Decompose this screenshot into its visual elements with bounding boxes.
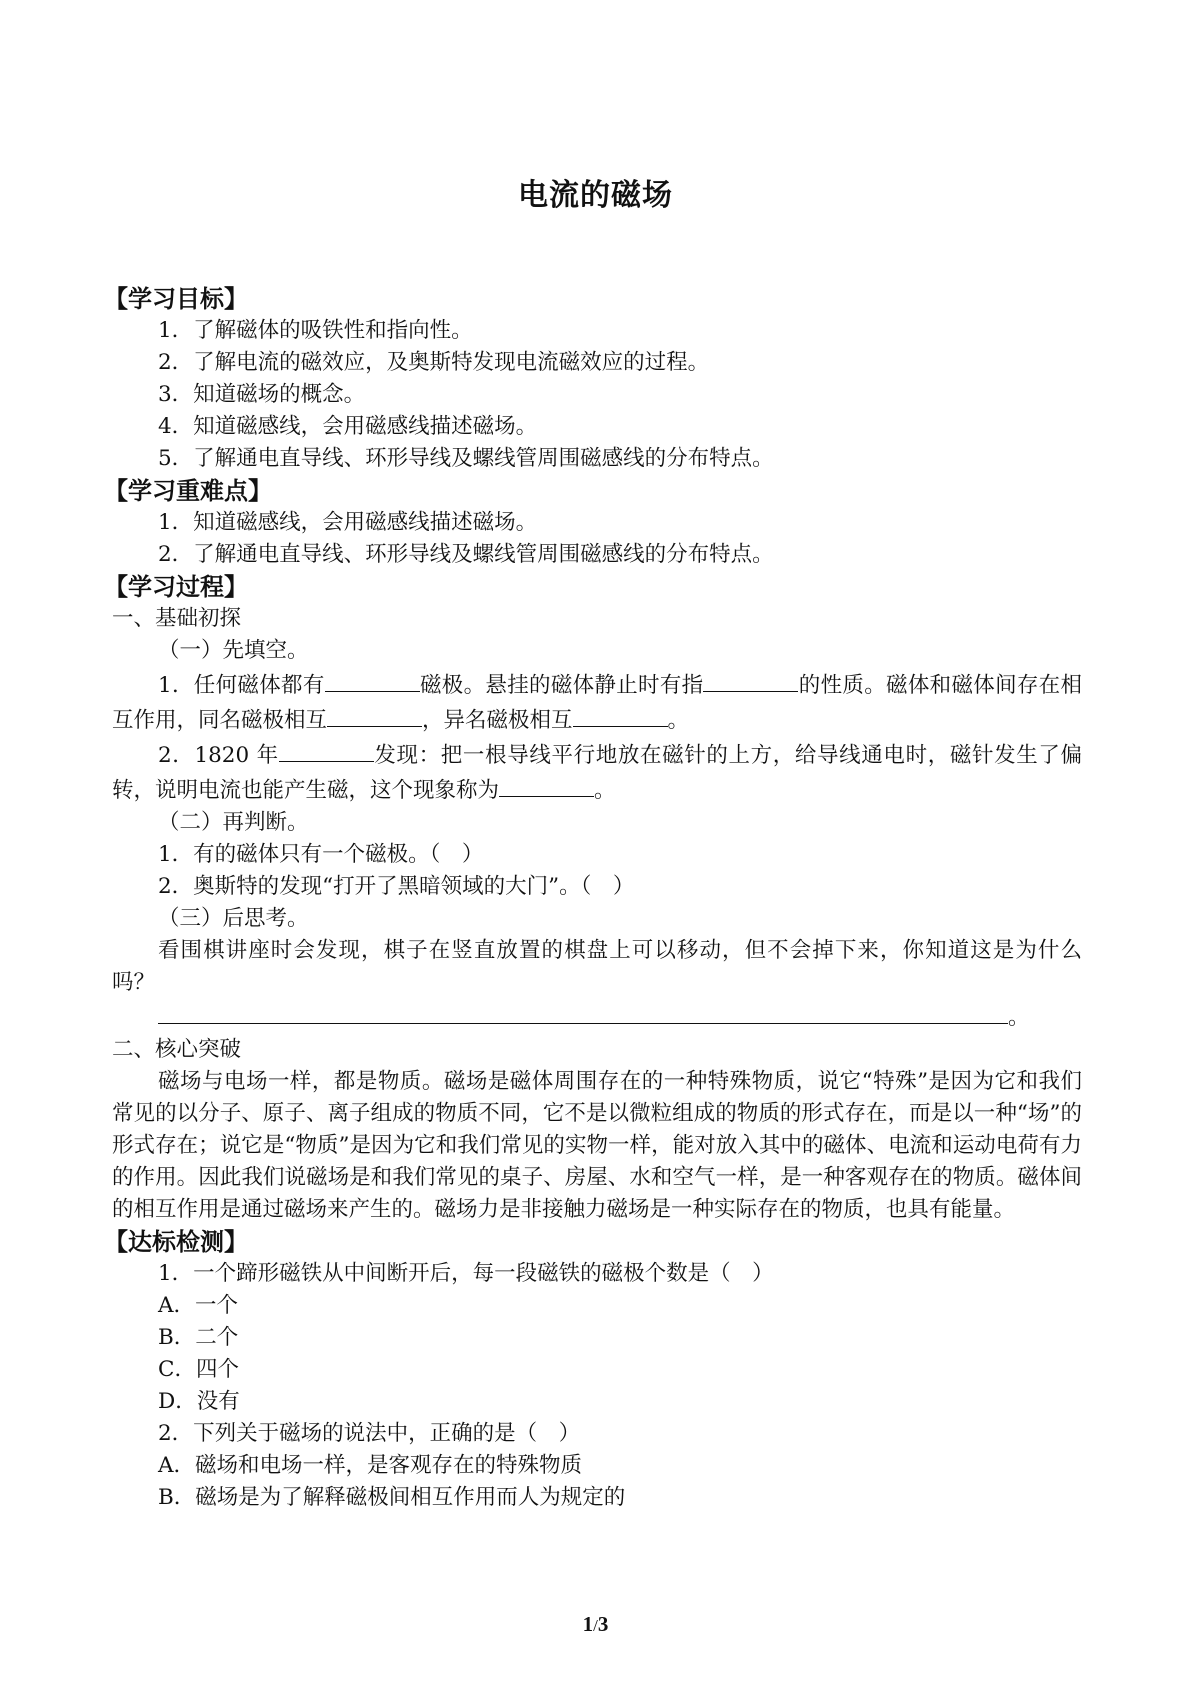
q2-text: 2．1820 年 [158, 743, 279, 768]
core-paragraph: 磁场与电场一样，都是物质。磁场是磁体周围存在的一种特殊物质，说它“特殊”是因为它和我们常见的以分子、原子、离子组成的物质不同，它不是以微粒组成的物质的形式存在，而是以一种“场”的形式存在；说它是“物质”是因为它和我们常见的实物一样，能对放入其中的磁体、电流和运动电荷有力的作用。因此我们说磁场是和我们常见的桌子、房屋、水和空气一样，是一种客观存在的物质。磁体间的相互作用是通过磁场来产生的。磁场力是非接触力磁场是一种实际存在的物质，也具有能量。 [112, 1069, 1082, 1222]
key-points-heading: 【学习重难点】 [104, 477, 272, 505]
fill-question-1 [112, 667, 1082, 737]
option-item: D．没有 [158, 1389, 240, 1414]
q1-text: ，异名磁极相互 [422, 708, 573, 733]
answer-line-end: 。 [1008, 1005, 1030, 1030]
answer-blank[interactable] [327, 702, 422, 727]
answer-blank[interactable] [573, 702, 668, 727]
think-question: 看围棋讲座时会发现，棋子在竖直放置的棋盘上可以移动，但不会掉下来，你知道这是为什么吗？ [112, 938, 1082, 995]
fill-blank-title: （一）先填空。 [158, 638, 309, 663]
answer-blank[interactable] [325, 667, 420, 692]
q1-text: 磁极。悬挂的磁体静止时有指 [419, 673, 704, 698]
current-page: 1 [582, 1612, 594, 1636]
fill-question-2 [112, 737, 1082, 807]
process-heading: 【学习过程】 [104, 573, 248, 601]
key-point-item: 2．了解通电直导线、环形导线及螺线管周围磁感线的分布特点。 [158, 542, 774, 567]
test-heading: 【达标检测】 [104, 1228, 248, 1256]
section-core-title: 二、核心突破 [112, 1037, 242, 1062]
q2-text: 。 [594, 778, 616, 803]
goal-item: 2．了解电流的磁效应，及奥斯特发现电流磁效应的过程。 [158, 350, 710, 375]
judge-item: 2．奥斯特的发现“打开了黑暗领域的大门”。（ ） [158, 874, 635, 899]
option-item: A．磁场和电场一样，是客观存在的特殊物质 [158, 1453, 583, 1478]
goals-heading: 【学习目标】 [104, 285, 248, 313]
answer-blank[interactable] [279, 737, 374, 762]
goal-item: 5．了解通电直导线、环形导线及螺线管周围磁感线的分布特点。 [158, 446, 774, 471]
goal-item: 3．知道磁场的概念。 [158, 382, 366, 407]
answer-blank[interactable] [703, 667, 798, 692]
option-item: B．磁场是为了解释磁极间相互作用而人为规定的 [158, 1485, 626, 1510]
option-item: B．二个 [158, 1325, 239, 1350]
judge-title: （二）再判断。 [158, 810, 309, 835]
section-basic-title: 一、基础初探 [112, 606, 242, 631]
page-number [0, 1612, 1191, 1637]
key-point-item: 1．知道磁感线，会用磁感线描述磁场。 [158, 510, 538, 535]
test-question-2: 2．下列关于磁场的说法中，正确的是（ ） [158, 1421, 581, 1446]
judge-item: 1．有的磁体只有一个磁极。（ ） [158, 842, 484, 867]
goal-item: 4．知道磁感线，会用磁感线描述磁场。 [158, 414, 538, 439]
answer-line[interactable] [158, 999, 1008, 1024]
total-pages: 3 [597, 1612, 609, 1636]
answer-blank[interactable] [499, 772, 594, 797]
think-title: （三）后思考。 [158, 906, 309, 931]
q1-text: 的性质。磁体和磁体间存在相互作用，同名磁极相互 [112, 673, 1082, 733]
think-answer-line [112, 999, 1082, 1034]
document-body [104, 283, 1082, 1514]
q1-text: 。 [667, 708, 690, 733]
option-item: C．四个 [158, 1357, 239, 1382]
option-item: A．一个 [158, 1293, 239, 1318]
page-separator: / [593, 1616, 598, 1635]
page-title: 电流的磁场 [518, 178, 673, 213]
test-question-1: 1．一个蹄形磁铁从中间断开后，每一段磁铁的磁极个数是（ ） [158, 1261, 774, 1286]
q1-text: 1．任何磁体都有 [158, 673, 325, 698]
goal-item: 1．了解磁体的吸铁性和指向性。 [158, 318, 473, 343]
q2-text: 发现：把一根导线平行地放在磁针的上方，给导线通电时，磁针发生了偏转，说明电流也能产生磁，这个现象称为 [112, 743, 1082, 803]
